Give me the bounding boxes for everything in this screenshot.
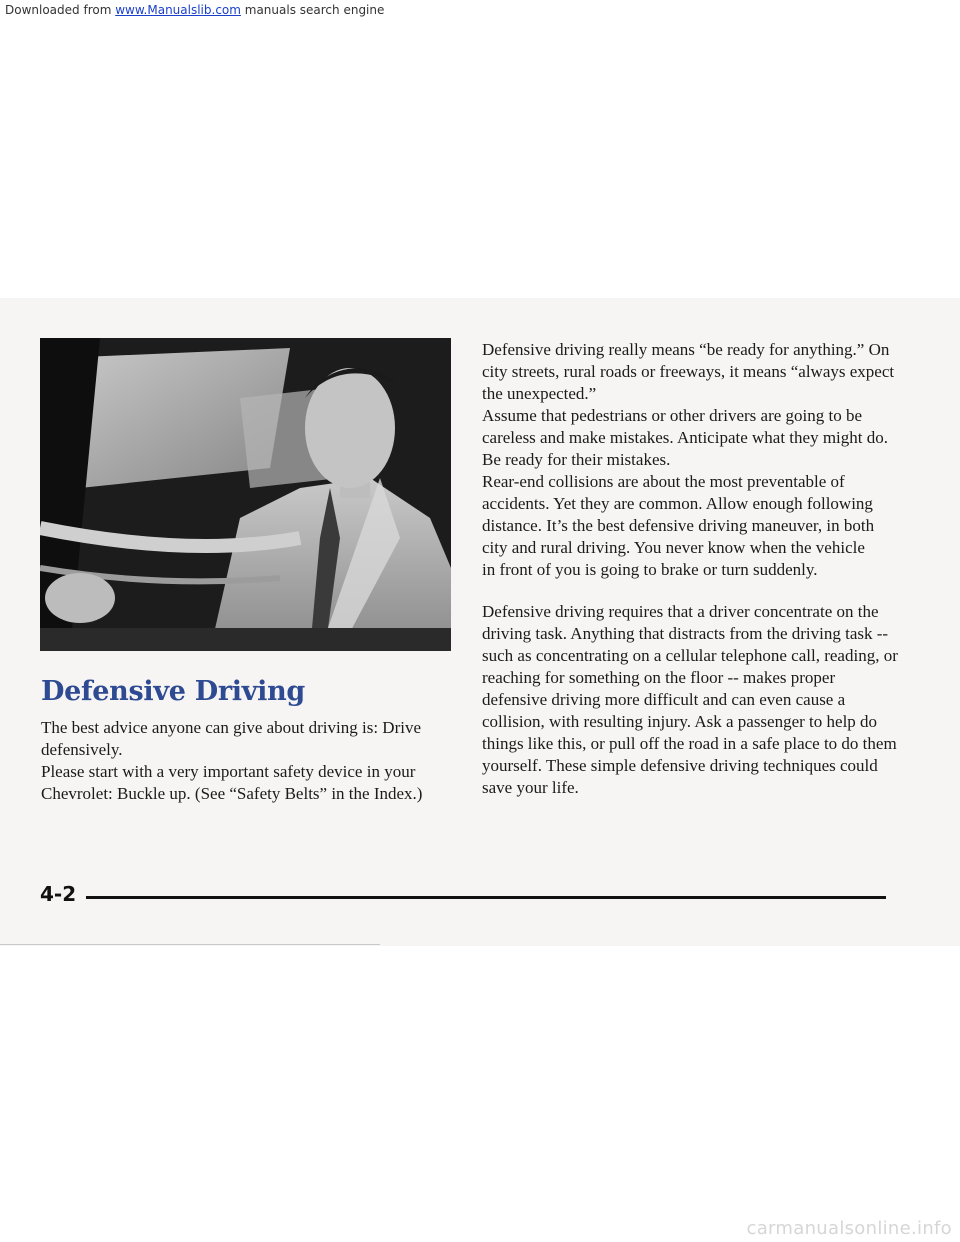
ready-for-anything-paragraph: Defensive driving really means “be ready for anything.” On city streets, rural roads or freeways, it means “always expect the unexpected.” <box>482 340 895 403</box>
rear-end-collisions-paragraph: Rear-end collisions are about the most preventable of accidents. Yet they are common. Allow enough following distance. It’s the best defensive driving maneuver, in both city and rural driving. You never know when the vehicle in front of you is going to brake or turn suddenly. <box>482 472 875 579</box>
download-banner <box>5 3 384 17</box>
concentration-paragraph: Defensive driving requires that a driver concentrate on the driving task. Anything that distracts from the driving task -- such as concentrating on a cellular telephone call, reading, or reaching for something on the floor -- makes proper defensive driving more difficult and can even cause a collision, with resulting injury. Ask a passenger to help do things like this, or pull off the road in a safe place to do them yourself. These simple defensive driving techniques could save your life. <box>482 602 898 797</box>
section-title: Defensive Driving <box>41 676 305 707</box>
watermark: carmanualsonline.info <box>746 1218 952 1239</box>
footer-rule <box>86 896 886 899</box>
pedestrians-paragraph: Assume that pedestrians or other drivers are going to be careless and make mistakes. Anticipate what they might do. Be ready for their mistakes. <box>482 406 888 469</box>
page-edge-rule <box>0 944 380 945</box>
driver-illustration-icon <box>40 338 451 651</box>
manualslib-link[interactable]: www.Manualslib.com <box>115 3 241 17</box>
intro-paragraph: The best advice anyone can give about driving is: Drive defensively. <box>41 718 422 759</box>
banner-prefix: Downloaded from <box>5 3 116 17</box>
banner-suffix: manuals search engine <box>240 3 385 17</box>
page-number: 4-2 <box>40 882 77 906</box>
driver-illustration <box>40 338 451 651</box>
buckle-up-paragraph: Please start with a very important safety device in your Chevrolet: Buckle up. (See “Safety Belts” in the Index.) <box>41 762 423 803</box>
